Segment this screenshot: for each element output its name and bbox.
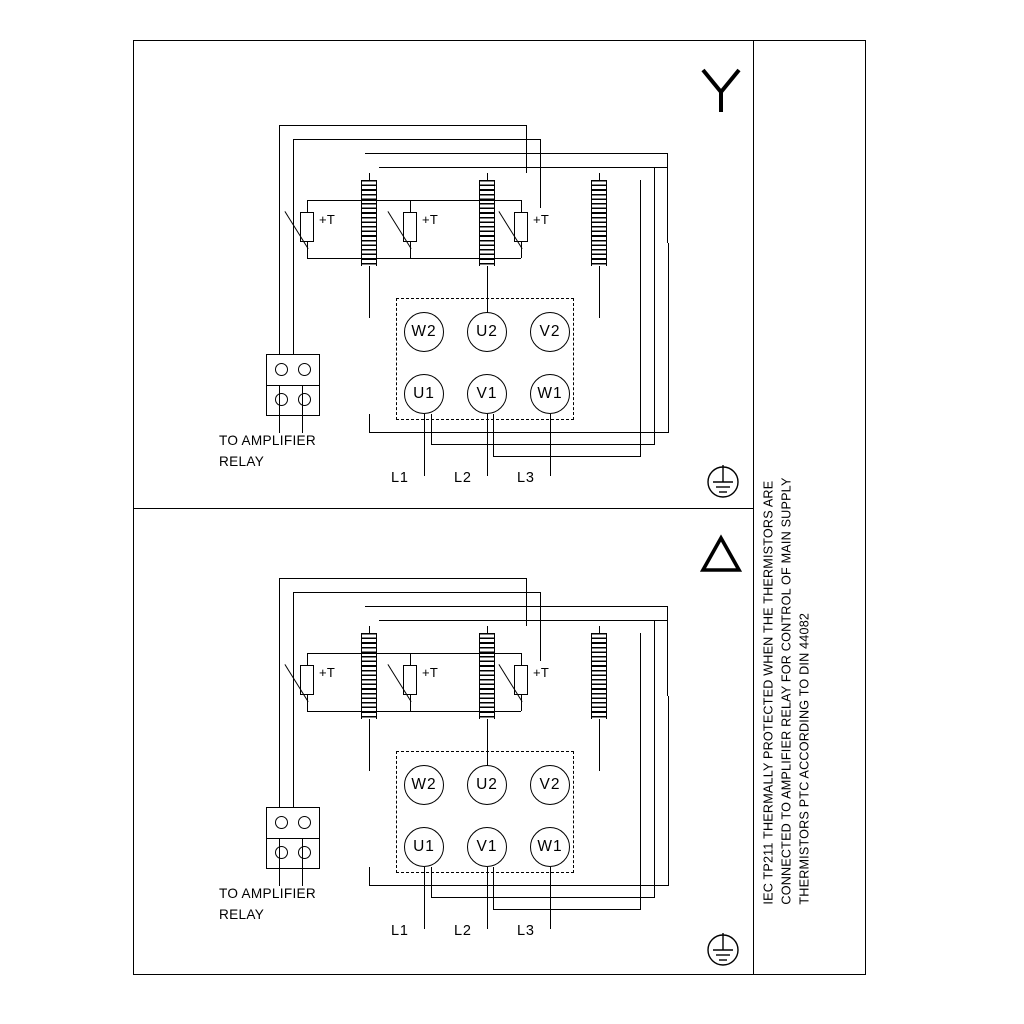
phase-label-l3: L3 (517, 470, 535, 486)
wire-amplifier-2 (302, 838, 303, 886)
wire-drop-a (279, 125, 280, 358)
wire-return-right-1 (668, 243, 669, 433)
wire-tap-2 (431, 414, 432, 445)
wire-drop-e (667, 606, 668, 696)
terminal-hole[interactable] (275, 363, 288, 376)
wire-thermistor-1-top (307, 200, 308, 213)
wire-thermistor-2-top (410, 653, 411, 666)
terminal-block-divider (267, 838, 319, 839)
wire-thermistor-chain-bot-1 (307, 258, 410, 259)
wire-thermistor-2-bot (410, 242, 411, 258)
wire-drop-d (540, 592, 541, 661)
wire-top-rail-1 (279, 578, 527, 579)
wire-return-right-3 (640, 633, 641, 910)
terminal-v2[interactable]: V2 (530, 765, 570, 805)
note-panel (753, 40, 866, 975)
wire-return-rail-2 (431, 444, 654, 445)
wire-tap-3 (493, 867, 494, 910)
thermistor-3 (514, 665, 528, 695)
wire-winding-lead-2-top (487, 626, 488, 634)
terminal-hole[interactable] (275, 846, 288, 859)
thermistor-1 (300, 665, 314, 695)
wire-thermistor-3-bot (521, 242, 522, 258)
terminal-w2[interactable]: W2 (404, 765, 444, 805)
earth-symbol (701, 928, 745, 972)
wire-thermistor-chain-bot-1 (307, 711, 410, 712)
terminal-u1[interactable]: U1 (404, 374, 444, 414)
thermistor-2 (403, 665, 417, 695)
wire-return-right-2 (654, 167, 655, 445)
wire-winding-lead-1-top (369, 626, 370, 634)
wire-return-rail-3 (493, 909, 640, 910)
amplifier-terminal-block[interactable] (266, 807, 320, 869)
wire-winding-lead-1-bot (369, 266, 370, 318)
wire-winding-lead-3-top (599, 173, 600, 181)
wire-tap-1 (369, 414, 370, 433)
terminal-v1[interactable]: V1 (467, 374, 507, 414)
thermistor-1 (300, 212, 314, 242)
thermistor-slash (284, 664, 308, 702)
thermistor-label: +T (319, 212, 336, 227)
wire-return-rail-1 (369, 885, 668, 886)
amplifier-label-line2: RELAY (219, 454, 265, 469)
wire-top-rail-1 (279, 125, 527, 126)
wire-return-right-3 (640, 180, 641, 457)
wire-return-right-2 (654, 620, 655, 898)
panel-delta-connection (133, 508, 753, 975)
motor-winding-3 (591, 180, 607, 266)
motor-winding-1 (361, 633, 377, 719)
thermistor-2 (403, 212, 417, 242)
earth-symbol (701, 460, 745, 504)
terminal-u2[interactable]: U2 (467, 765, 507, 805)
wire-top-rail-2 (293, 592, 541, 593)
phase-label-l1: L1 (391, 470, 409, 486)
wire-drop-c (526, 125, 527, 173)
wire-return-rail-1 (369, 432, 668, 433)
thermistor-slash (387, 211, 411, 249)
motor-winding-2 (479, 633, 495, 719)
panel-star-connection (133, 40, 753, 508)
thermistor-slash (284, 211, 308, 249)
wire-drop-a (279, 578, 280, 811)
terminal-w1[interactable]: W1 (530, 827, 570, 867)
wire-return-rail-3 (493, 456, 640, 457)
wire-thermistor-2-top (410, 200, 411, 213)
terminal-w1[interactable]: W1 (530, 374, 570, 414)
thermistor-label: +T (319, 665, 336, 680)
note-line: CONNECTED TO AMPLIFIER RELAY FOR CONTROL OF MAIN SUPPLY (779, 477, 794, 905)
motor-winding-3 (591, 633, 607, 719)
wire-thermistor-3-bot (521, 695, 522, 711)
wire-drop-b (293, 139, 294, 358)
terminal-hole[interactable] (298, 393, 311, 406)
phase-label-l2: L2 (454, 923, 472, 939)
wire-return-rail-2 (431, 897, 654, 898)
wire-tap-3 (493, 414, 494, 457)
phase-label-l3: L3 (517, 923, 535, 939)
wire-winding-lead-3-top (599, 626, 600, 634)
terminal-hole[interactable] (275, 393, 288, 406)
wire-winding-lead-2-top (487, 173, 488, 181)
wire-thermistor-chain-top-1 (307, 653, 410, 654)
wire-drop-c (526, 578, 527, 626)
wire-drop-f (667, 153, 668, 173)
wire-tap-2 (431, 867, 432, 898)
terminal-u2[interactable]: U2 (467, 312, 507, 352)
wire-winding-lead-1-bot (369, 719, 370, 771)
wire-l1 (424, 414, 425, 476)
thermistor-label: +T (533, 665, 550, 680)
wire-thermistor-chain-bot-2 (410, 711, 521, 712)
amplifier-label-line1: TO AMPLIFIER (219, 886, 317, 901)
wire-thermistor-3-top (521, 653, 522, 666)
wire-thermistor-1-bot (307, 695, 308, 711)
wire-return-right-1 (668, 696, 669, 886)
note-line: IEC TP211 THERMALLY PROTECTED WHEN THE THERMISTORS ARE (761, 481, 776, 905)
wire-tap-1 (369, 867, 370, 886)
wire-thermistor-chain-bot-2 (410, 258, 521, 259)
wire-thermistor-chain-top-1 (307, 200, 410, 201)
terminal-w2[interactable]: W2 (404, 312, 444, 352)
thermistor-3 (514, 212, 528, 242)
delta-symbol (698, 532, 744, 578)
wire-amplifier-1 (279, 385, 280, 433)
wire-top-rail-4 (379, 167, 668, 168)
thermistor-label: +T (422, 665, 439, 680)
thermistor-label: +T (533, 212, 550, 227)
phase-label-l1: L1 (391, 923, 409, 939)
wire-top-rail-4 (379, 620, 668, 621)
thermistor-label: +T (422, 212, 439, 227)
terminal-hole[interactable] (275, 816, 288, 829)
wire-winding-lead-3-bot (599, 266, 600, 318)
amplifier-terminal-block[interactable] (266, 354, 320, 416)
wire-top-rail-2 (293, 139, 541, 140)
wire-top-rail-3 (365, 153, 668, 154)
thermistor-slash (498, 664, 522, 702)
wire-drop-d (540, 139, 541, 208)
wire-top-rail-3 (365, 606, 668, 607)
wire-thermistor-1-bot (307, 242, 308, 258)
terminal-block-divider (267, 385, 319, 386)
terminal-v1[interactable]: V1 (467, 827, 507, 867)
terminal-hole[interactable] (298, 363, 311, 376)
terminal-v2[interactable]: V2 (530, 312, 570, 352)
amplifier-label (219, 883, 316, 925)
star-symbol (698, 62, 744, 116)
wire-thermistor-chain-top-2 (410, 200, 521, 201)
terminal-hole[interactable] (298, 846, 311, 859)
wire-thermistor-chain-top-2 (410, 653, 521, 654)
terminal-hole[interactable] (298, 816, 311, 829)
thermistor-slash (498, 211, 522, 249)
phase-label-l2: L2 (454, 470, 472, 486)
wire-amplifier-2 (302, 385, 303, 433)
terminal-u1[interactable]: U1 (404, 827, 444, 867)
wire-thermistor-1-top (307, 653, 308, 666)
wire-amplifier-1 (279, 838, 280, 886)
wire-drop-b (293, 592, 294, 811)
thermistor-slash (387, 664, 411, 702)
note-line: THERMISTORS PTC ACCORDING TO DIN 44082 (797, 613, 812, 905)
motor-winding-1 (361, 180, 377, 266)
wire-thermistor-3-top (521, 200, 522, 213)
amplifier-label-line2: RELAY (219, 907, 265, 922)
wire-winding-lead-1-top (369, 173, 370, 181)
wire-winding-lead-3-bot (599, 719, 600, 771)
wire-thermistor-2-bot (410, 695, 411, 711)
amplifier-label (219, 430, 316, 472)
amplifier-label-line1: TO AMPLIFIER (219, 433, 317, 448)
motor-winding-2 (479, 180, 495, 266)
wire-l1 (424, 867, 425, 929)
